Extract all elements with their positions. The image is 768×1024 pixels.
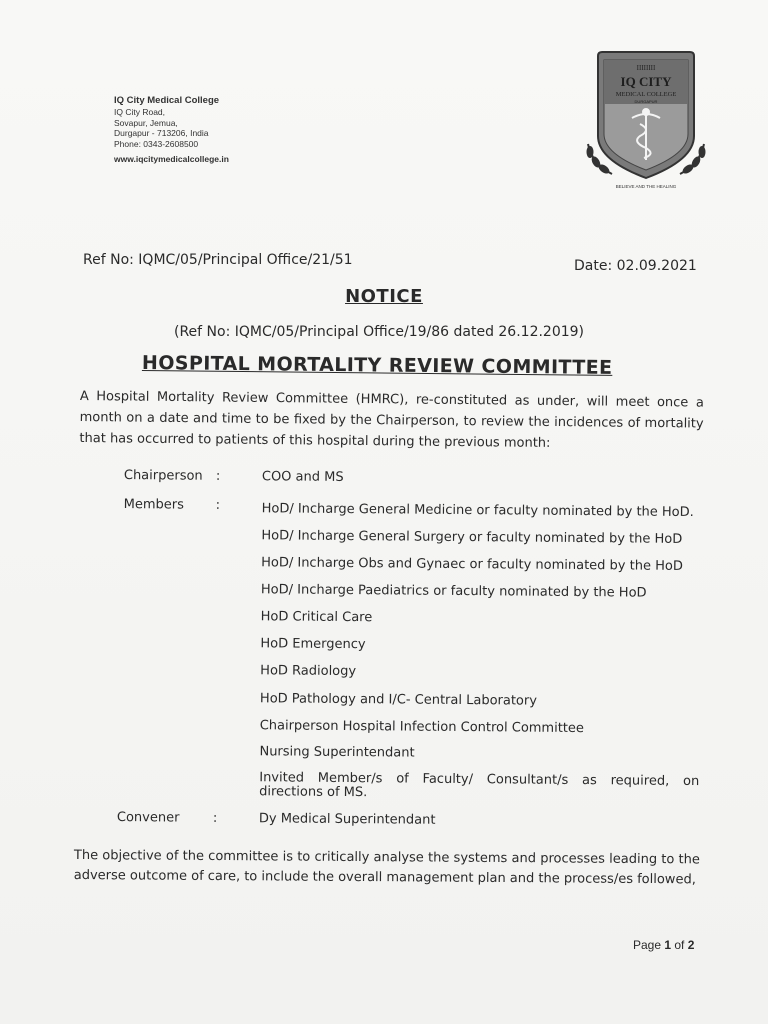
reference-number: Ref No: IQMC/05/Principal Office/21/51 <box>83 252 353 268</box>
notice-date: Date: 02.09.2021 <box>574 258 697 274</box>
members-label: Members <box>123 497 184 513</box>
chairperson-label: Chairperson <box>123 468 203 484</box>
member-item: HoD/ Incharge General Medicine or faculty nominated by the HoD. <box>261 501 694 521</box>
college-name: IQ City Medical College <box>114 95 220 106</box>
member-item: Nursing Superintendant <box>259 744 415 761</box>
member-item: HoD Radiology <box>260 663 357 680</box>
page-number <box>633 938 694 952</box>
member-item: HoD/ Incharge Obs and Gynaec or faculty nominated by the HoD <box>261 555 683 574</box>
member-item: HoD Critical Care <box>260 609 373 626</box>
member-item: HoD/ Incharge General Surgery or faculty nominated by the HoD <box>261 528 683 547</box>
page-current: 1 <box>664 938 672 952</box>
objective-paragraph: The objective of the committee is to critically analyse the systems and processes leading to the adverse outcome of care, to include the overall management plan and the process/es followed, <box>73 847 700 888</box>
notice-title: NOTICE <box>345 286 423 307</box>
logo-motto: BELIEVE AND THE HEALING <box>615 184 677 189</box>
committee-title: HOSPITAL MORTALITY REVIEW COMMITTEE <box>141 352 613 379</box>
notice-previous-reference: (Ref No: IQMC/05/Principal Office/19/86 dated 26.12.2019) <box>174 324 585 340</box>
member-item: Chairperson Hospital Infection Control Committee <box>259 718 585 737</box>
college-website: www.iqcitymedicalcollege.in <box>114 153 229 164</box>
address-line: IQ City Road, <box>114 106 166 117</box>
page-prefix: Page <box>633 938 665 952</box>
row-colon: : <box>215 497 221 513</box>
college-logo <box>584 48 708 196</box>
convener-label: Convener <box>116 809 180 826</box>
college-address <box>114 96 229 165</box>
row-colon: : <box>215 468 221 484</box>
chairperson-value: COO and MS <box>261 469 344 485</box>
convener-value: Dy Medical Superintendant <box>258 811 436 828</box>
row-colon: : <box>212 810 218 826</box>
page-middle: of <box>671 938 688 952</box>
logo-title: IQ CITY <box>620 74 672 89</box>
logo-subtitle: MEDICAL COLLEGE <box>615 91 677 98</box>
intro-paragraph: A Hospital Mortality Review Committee (HMRC), re-constituted as under, will meet once a month on a date and time to be fixed by the Chairperson, to review the incidences of mortality that has occurred to patients of this hospital during the previous month: <box>79 388 704 451</box>
logo-small-top: IIIIIIII <box>636 64 656 72</box>
member-item: HoD Emergency <box>260 636 366 653</box>
member-item: Invited Member/s of Faculty/ Consultant/s as required, on directions of MS. <box>259 770 700 801</box>
committee-composition <box>116 464 710 828</box>
logo-small-sub: DURGAPUR <box>634 99 658 104</box>
page-total: 2 <box>687 938 695 952</box>
member-item: HoD/ Incharge Paediatrics or faculty nominated by the HoD <box>260 582 647 601</box>
address-line: Sovapur, Jemua, <box>114 117 178 128</box>
member-item: HoD Pathology and I/C- Central Laboratory <box>259 691 538 709</box>
address-line: Durgapur - 713206, India <box>114 128 209 139</box>
address-line: Phone: 0343-2608500 <box>114 139 199 150</box>
